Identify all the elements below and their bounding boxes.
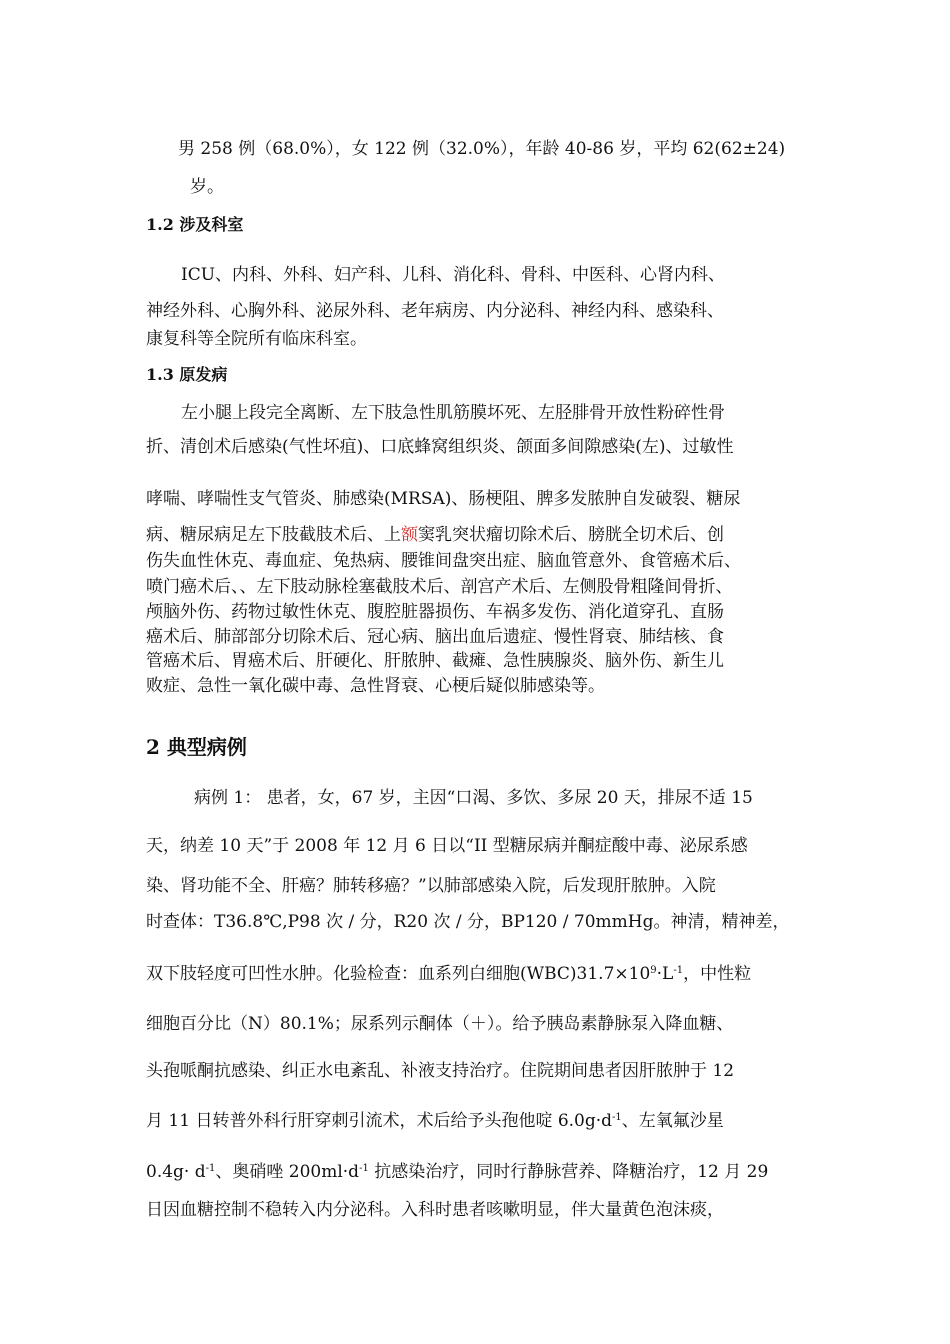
section-1-3-heading: 1.3 原发病 — [146, 365, 228, 384]
disease-line-10: 败症、急性一氧化碳中毒、急性肾衰、心梗后疑似肺感染等。 — [146, 676, 605, 696]
wbc-mid: ·L — [656, 964, 674, 984]
disease-line-4-pre: 病、糖尿病足左下肢截肢术后、上 — [146, 525, 401, 545]
case-line-8 — [146, 1110, 724, 1132]
drug-post: 、左氧氟沙星 — [621, 1111, 724, 1131]
intro-line-2: 岁。 — [190, 177, 224, 197]
dept-line-2: 神经外科、心胸外科、泌尿外科、老年病房、内分泌科、神经内科、感染科、 — [146, 301, 724, 321]
dose-sup-2: -1 — [359, 1163, 369, 1174]
wbc-pre: 双下肢轻度可凹性水肿。化验检查：血系列白细胞(WBC)31.7×10 — [146, 964, 651, 984]
disease-line-4 — [146, 524, 724, 546]
disease-line-9: 管癌术后、胃癌术后、肝硬化、肝脓肿、截瘫、急性胰腺炎、脑外伤、新生儿 — [146, 651, 724, 671]
case-line-9 — [146, 1161, 768, 1183]
disease-line-7: 颅脑外伤、药物过敏性休克、腹腔脏器损伤、车祸多发伤、消化道穿孔、直肠 — [146, 602, 724, 622]
disease-line-8: 癌术后、肺部部分切除术后、冠心病、脑出血后遗症、慢性肾衰、肺结核、食 — [146, 627, 724, 647]
dept-line-1: ICU、内科、外科、妇产科、儿科、消化科、骨科、中医科、心肾内科、 — [181, 265, 726, 285]
wbc-post: ，中性粒 — [683, 964, 752, 984]
case-line-6: 细胞百分比（N）80.1%；尿系列示酮体（＋）。给予胰岛素静脉泵入降血糖、 — [146, 1014, 734, 1034]
section-1-2-heading: 1.2 涉及科室 — [146, 215, 244, 234]
case-line-7: 头孢哌酮抗感染、纠正水电紊乱、补液支持治疗。住院期间患者因肝脓肿于 12 — [146, 1061, 735, 1081]
dose-a: 0.4g· d — [146, 1162, 206, 1182]
section-2-heading: 2 典型病例 — [146, 735, 247, 759]
case-line-5 — [146, 963, 751, 985]
intro-line-1: 男 258 例（68.0%），女 122 例（32.0%），年龄 40-86 岁，平均 62(62±24) — [178, 139, 786, 159]
disease-line-5: 伤失血性休克、毒血症、兔热病、腰锥间盘突出症、脑血管意外、食管癌术后、 — [146, 551, 741, 571]
case-line-3: 染、肾功能不全、肝癌？肺转移癌？”以肺部感染入院，后发现肝脓肿。入院 — [146, 876, 716, 896]
dose-b: 、奥硝唑 200ml·d — [215, 1162, 360, 1182]
case-line-10: 日因血糖控制不稳转入内分泌科。入科时患者咳嗽明显，伴大量黄色泡沫痰， — [146, 1200, 724, 1220]
disease-line-4-post: 窦乳突状瘤切除术后、膀胱全切术后、创 — [418, 525, 724, 545]
wbc-sup-9: 9 — [650, 965, 657, 976]
disease-line-2: 折、清创术后感染(气性坏疽)、口底蜂窝组织炎、颌面多间隙感染(左)、过敏性 — [146, 437, 734, 457]
case-line-4: 时查体：T36.8℃,P98 次 / 分，R20 次 / 分，BP120 / 70mmHg。神清，精神差， — [146, 912, 790, 932]
disease-line-1: 左小腿上段完全离断、左下肢急性肌筋膜坏死、左胫腓骨开放性粉碎性骨 — [181, 403, 725, 423]
highlighted-char: 额 — [401, 525, 418, 545]
drug-pre: 月 11 日转普外科行肝穿刺引流术，术后给予头孢他啶 6.0g·d — [146, 1111, 613, 1131]
case-line-2: 天，纳差 10 天”于 2008 年 12 月 6 日以“II 型糖尿病并酮症酸中毒、泌尿系感 — [146, 836, 748, 856]
wbc-sup-minus1: -1 — [673, 965, 684, 976]
dose-c: 抗感染治疗，同时行静脉营养、降糖治疗，12 月 29 — [368, 1162, 769, 1182]
disease-line-3: 哮喘、哮喘性支气管炎、肺感染(MRSA)、肠梗阻、脾多发脓肿自发破裂、糖尿 — [146, 489, 741, 509]
dose-sup-1: -1 — [205, 1163, 216, 1174]
drug-sup: -1 — [612, 1112, 622, 1123]
case-line-1: 病例 1： 患者，女，67 岁，主因“口渴、多饮、多尿 20 天，排尿不适 15 — [194, 788, 753, 808]
dept-line-3: 康复科等全院所有临床科室。 — [146, 329, 367, 349]
disease-line-6: 喷门癌术后、、左下肢动脉栓塞截肢术后、剖宫产术后、左侧股骨粗隆间骨折、 — [146, 577, 733, 597]
